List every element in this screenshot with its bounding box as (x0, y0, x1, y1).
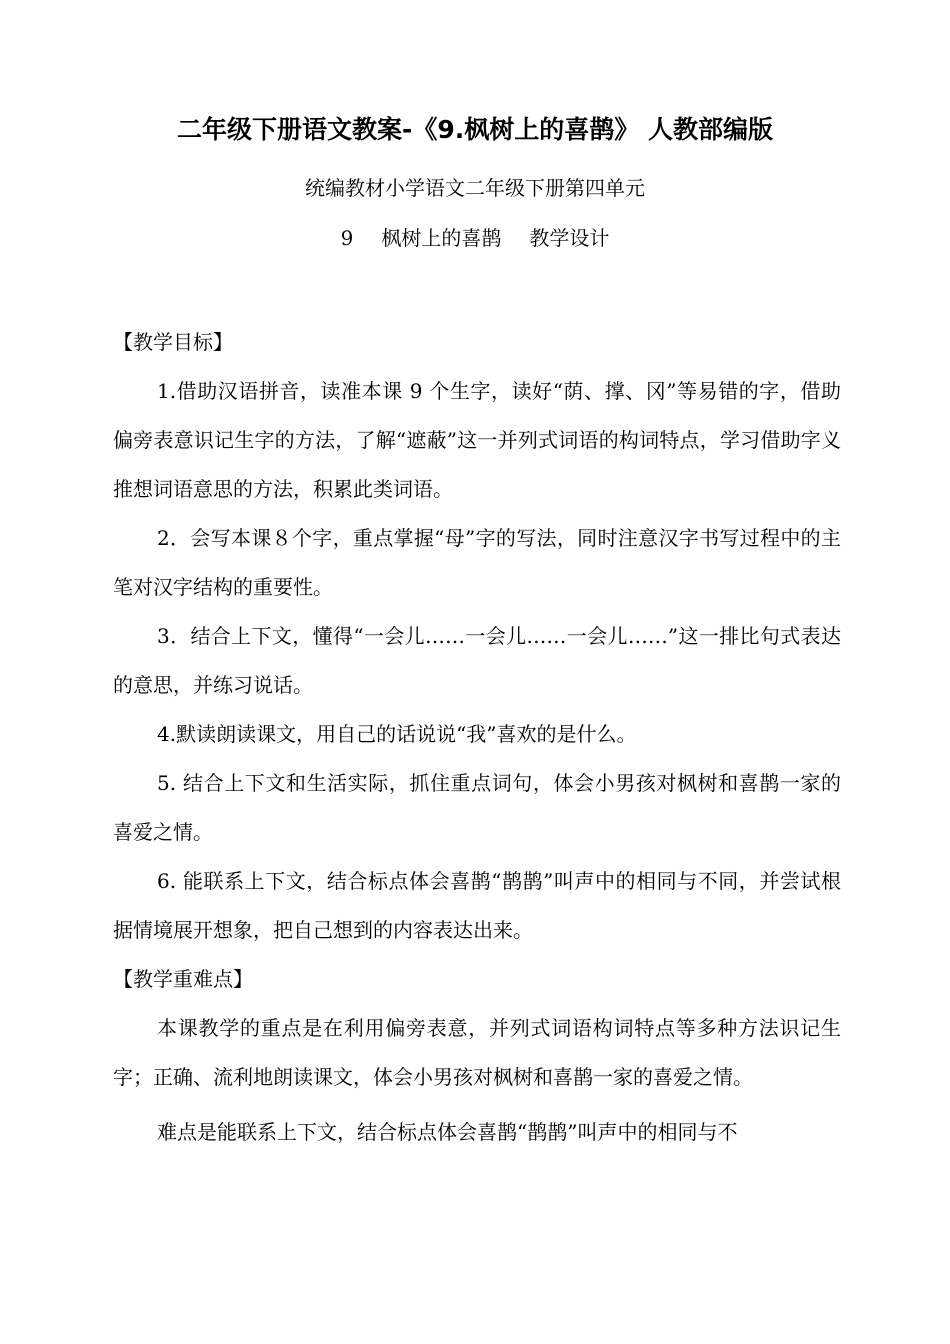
document-body (113, 318, 841, 1157)
goal-item: 5. 结合上下文和生活实际，抓住重点词句，体会小男孩对枫树和喜鹊一家的喜爱之情。 (113, 771, 841, 844)
goal-item: 4.默读朗读课文，用自己的话说说“我”喜欢的是什么。 (157, 722, 637, 746)
section-heading-key-points: 【教学重难点】 (113, 967, 253, 991)
unit-subtitle: 统编教材小学语文二年级下册第四单元 (305, 176, 645, 200)
lesson-type: 教学设计 (529, 226, 610, 250)
lesson-number: 9 (340, 226, 354, 250)
lesson-name: 枫树上的喜鹊 (381, 226, 502, 250)
document-title: 二年级下册语文教案-《9.枫树上的喜鹊》 人教部编版 (177, 115, 773, 144)
goal-item: 3．结合上下文，懂得“一会儿……一会儿……一会儿……”这一排比句式表达的意思，并练习说话。 (113, 624, 841, 697)
goal-item: 2．会写本课８个字，重点掌握“母”字的写法，同时注意汉字书写过程中的主笔对汉字结构的重要性。 (113, 526, 841, 599)
section-heading-goals: 【教学目标】 (113, 330, 233, 354)
difficulty-paragraph: 难点是能联系上下文，结合标点体会喜鹊“鹊鹊”叫声中的相同与不 (157, 1120, 738, 1144)
lesson-subtitle (0, 222, 950, 251)
key-point-paragraph: 本课教学的重点是在利用偏旁表意，并列式词语构词特点等多种方法识记生字；正确、流利地朗读课文，体会小男孩对枫树和喜鹊一家的喜爱之情。 (113, 1016, 841, 1089)
goal-item: 1.借助汉语拼音，读准本课 9 个生字，读好“荫、撑、冈”等易错的字，借助偏旁表意识记生字的方法，了解“遮蔽”这一并列式词语的构词特点，学习借助字义推想词语意思的方法，积累此类词语。 (113, 379, 841, 501)
goal-item: 6. 能联系上下文，结合标点体会喜鹊“鹊鹊”叫声中的相同与不同，并尝试根据情境展开想象，把自己想到的内容表达出来。 (113, 869, 841, 942)
